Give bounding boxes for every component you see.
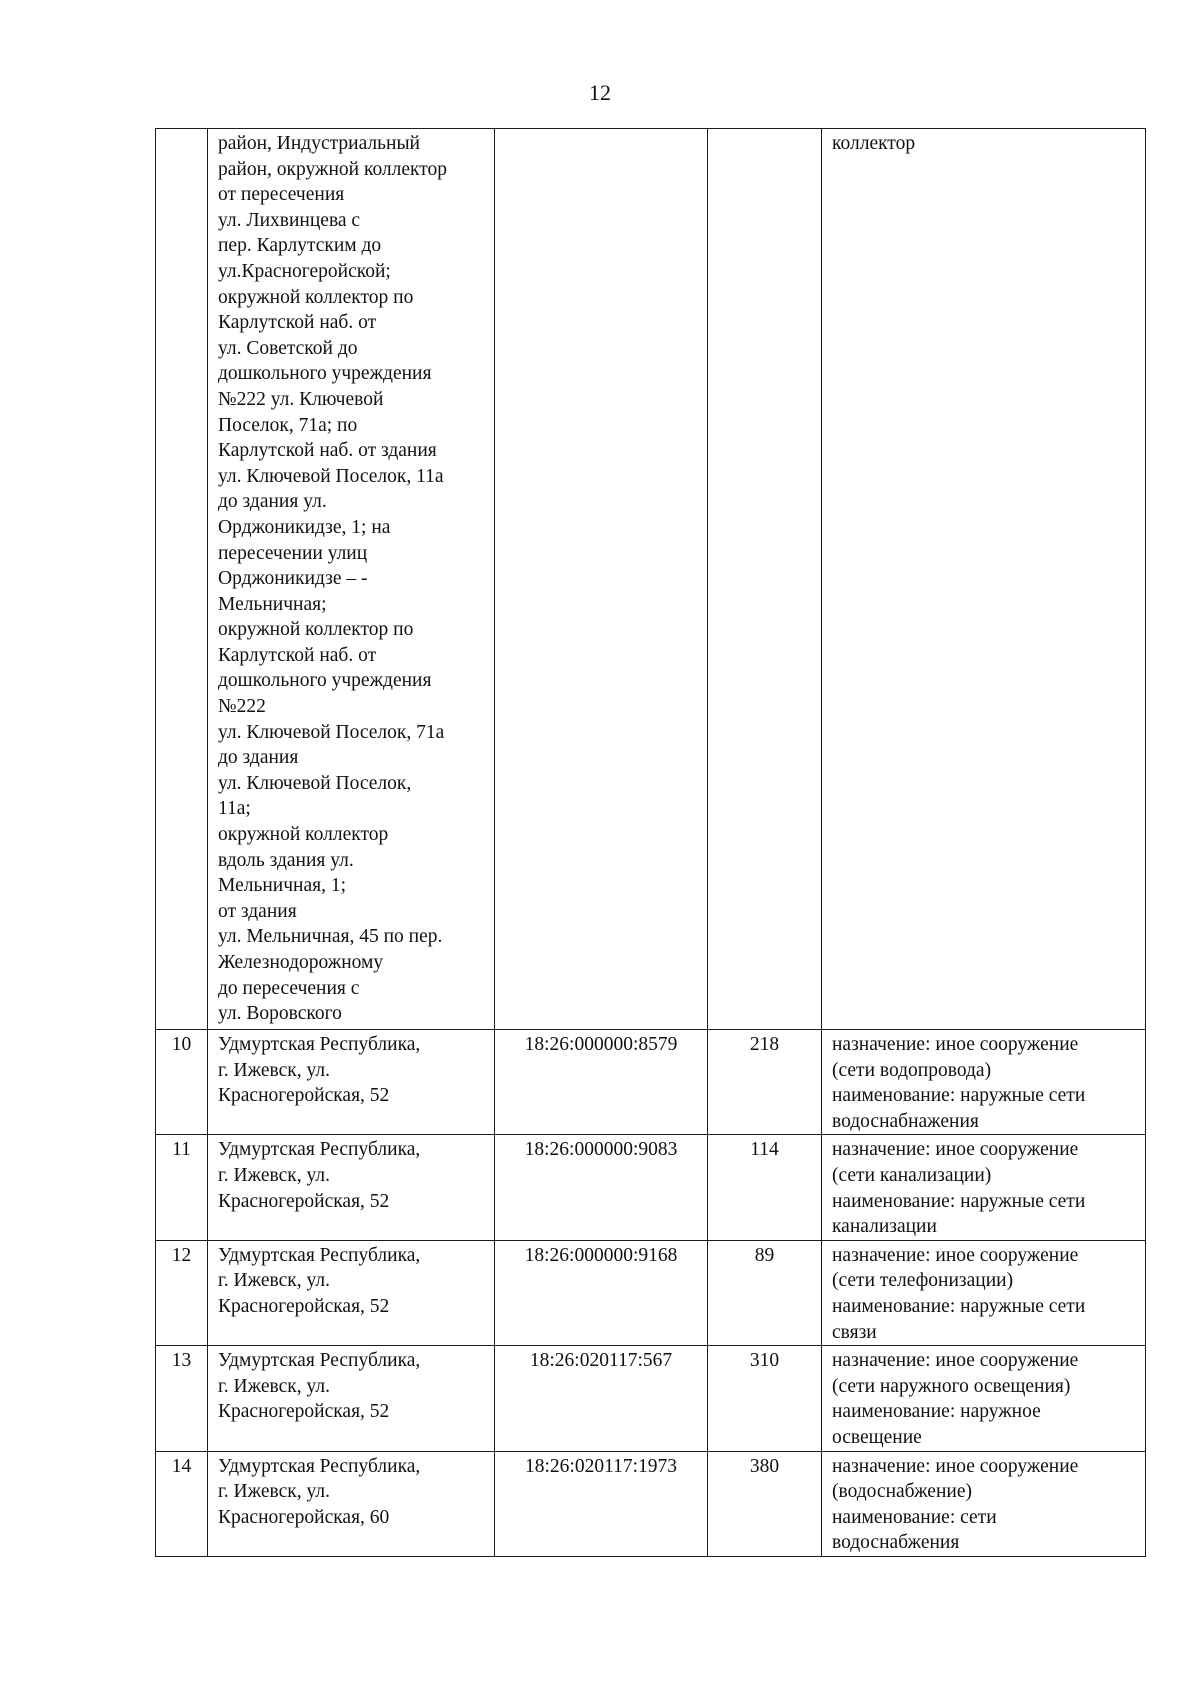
text-line: до здания ул. [218, 491, 327, 513]
text-line: наименование: сети [832, 1506, 997, 1528]
text-line: ул. Ключевой Поселок, 71а [218, 721, 445, 743]
cadastral-cell: 18:26:020117:567 [495, 1346, 708, 1451]
text-line: №222 [218, 696, 266, 718]
length-cell [708, 129, 822, 1030]
text-line: освещение [832, 1426, 922, 1448]
text-line: наименование: наружные сети [832, 1295, 1086, 1317]
text-line: ул. Ключевой Поселок, [218, 772, 412, 794]
text-line: Красногеройская, 52 [218, 1085, 390, 1107]
text-line: назначение: иное сооружение [832, 1244, 1079, 1266]
text-line: ул. Лихвинцева с [218, 209, 361, 231]
text-line: связи [832, 1321, 877, 1343]
text-line: Удмуртская Республика, [218, 1350, 421, 1372]
length-cell: 380 [708, 1451, 822, 1556]
text-line: Орджоникидзе – - [218, 568, 368, 590]
page-number: 12 [589, 80, 611, 105]
table-row [156, 1030, 1146, 1135]
text-line: Красногеройская, 60 [218, 1506, 390, 1528]
text-line: коллектор [832, 133, 916, 154]
cadastral-cell: 18:26:000000:9083 [495, 1135, 708, 1240]
text-line: наименование: наружные сети [832, 1190, 1086, 1212]
text-line: Удмуртская Республика, [218, 1244, 421, 1266]
address-cell [208, 1240, 495, 1345]
text-line: (сети водопровода) [832, 1059, 992, 1081]
text-line: (сети канализации) [832, 1164, 992, 1186]
text-line: 11а; [218, 798, 251, 820]
registry-table [155, 128, 1146, 1557]
text-line: Карлутской наб. от [218, 312, 377, 334]
row-number-cell: 10 [156, 1030, 208, 1135]
description-cell [822, 1240, 1146, 1345]
text-line: наименование: наружное [832, 1401, 1041, 1423]
text-line: назначение: иное сооружение [832, 1139, 1079, 1161]
text-line: вдоль здания ул. [218, 849, 354, 871]
text-line: г. Ижевск, ул. [218, 1164, 330, 1186]
text-line: пер. Карлутским до [218, 235, 382, 257]
text-line: Поселок, 71а; по [218, 414, 358, 436]
text-line: г. Ижевск, ул. [218, 1059, 330, 1081]
table-row [156, 1240, 1146, 1345]
table-row [156, 1451, 1146, 1556]
text-line: ул. Советской до [218, 337, 358, 359]
row-number-cell: 12 [156, 1240, 208, 1345]
table-row [156, 1135, 1146, 1240]
row-number-cell: 11 [156, 1135, 208, 1240]
text-line: Удмуртская Республика, [218, 1034, 421, 1055]
text-line: район, Индустриальный [218, 133, 420, 154]
text-line: г. Ижевск, ул. [218, 1481, 330, 1503]
text-line: г. Ижевск, ул. [218, 1375, 330, 1397]
text-line: окружной коллектор по [218, 619, 414, 641]
description-cell [822, 1346, 1146, 1451]
text-line: окружной коллектор по [218, 286, 414, 308]
text-line: Красногеройская, 52 [218, 1190, 390, 1212]
text-line: от здания [218, 900, 297, 922]
description-cell [822, 129, 1146, 1030]
description-cell [822, 1135, 1146, 1240]
cadastral-cell [495, 129, 708, 1030]
table-row-continuation [156, 129, 1146, 1030]
text-line: назначение: иное сооружение [832, 1350, 1079, 1372]
text-line: до здания [218, 747, 299, 769]
text-line: Орджоникидзе, 1; на [218, 516, 391, 538]
text-line: дошкольного учреждения [218, 363, 432, 385]
address-cell [208, 1451, 495, 1556]
text-line: до пересечения с [218, 977, 360, 999]
text-line: ул. Ключевой Поселок, 11а [218, 465, 444, 487]
row-number-cell [156, 129, 208, 1030]
text-line: Удмуртская Республика, [218, 1139, 421, 1161]
text-line: назначение: иное сооружение [832, 1455, 1079, 1477]
description-cell [822, 1451, 1146, 1556]
length-cell: 218 [708, 1030, 822, 1135]
address-cell [208, 1346, 495, 1451]
text-line: Красногеройская, 52 [218, 1401, 390, 1423]
row-number-cell: 14 [156, 1451, 208, 1556]
text-line: от пересечения [218, 184, 345, 206]
table-row [156, 1346, 1146, 1451]
address-cell [208, 1135, 495, 1240]
text-line: №222 ул. Ключевой [218, 388, 384, 410]
text-line: г. Ижевск, ул. [218, 1270, 330, 1292]
text-line: ул. Воровского [218, 1003, 342, 1025]
text-line: район, окружной коллектор [218, 158, 448, 180]
text-line: Мельничная, 1; [218, 875, 347, 897]
text-line: ул.Красногеройской; [218, 260, 391, 282]
registry-table-body [156, 129, 1146, 1557]
text-line: (сети телефонизации) [832, 1270, 1014, 1292]
address-cell [208, 1030, 495, 1135]
cadastral-cell: 18:26:000000:9168 [495, 1240, 708, 1345]
text-line: пересечении улиц [218, 542, 368, 564]
text-line: водоснабнажения [832, 1110, 979, 1132]
text-line: водоснабжения [832, 1532, 960, 1554]
text-line: наименование: наружные сети [832, 1085, 1086, 1107]
text-line: Мельничная; [218, 593, 327, 615]
text-line: Карлутской наб. от [218, 644, 377, 666]
length-cell: 310 [708, 1346, 822, 1451]
text-line: (сети наружного освещения) [832, 1375, 1071, 1397]
address-cell [208, 129, 495, 1030]
text-line: Карлутской наб. от здания [218, 440, 437, 462]
cadastral-cell: 18:26:020117:1973 [495, 1451, 708, 1556]
length-cell: 114 [708, 1135, 822, 1240]
text-line: канализации [832, 1216, 937, 1238]
row-number-cell: 13 [156, 1346, 208, 1451]
text-line: Удмуртская Республика, [218, 1455, 421, 1477]
cadastral-cell: 18:26:000000:8579 [495, 1030, 708, 1135]
text-line: Красногеройская, 52 [218, 1295, 390, 1317]
length-cell: 89 [708, 1240, 822, 1345]
text-line: окружной коллектор [218, 824, 389, 846]
text-line: ул. Мельничная, 45 по пер. [218, 926, 443, 948]
text-line: назначение: иное сооружение [832, 1034, 1079, 1055]
text-line: дошкольного учреждения [218, 670, 432, 692]
text-line: (водоснабжение) [832, 1481, 972, 1503]
description-cell [822, 1030, 1146, 1135]
text-line: Железнодорожному [218, 952, 384, 973]
